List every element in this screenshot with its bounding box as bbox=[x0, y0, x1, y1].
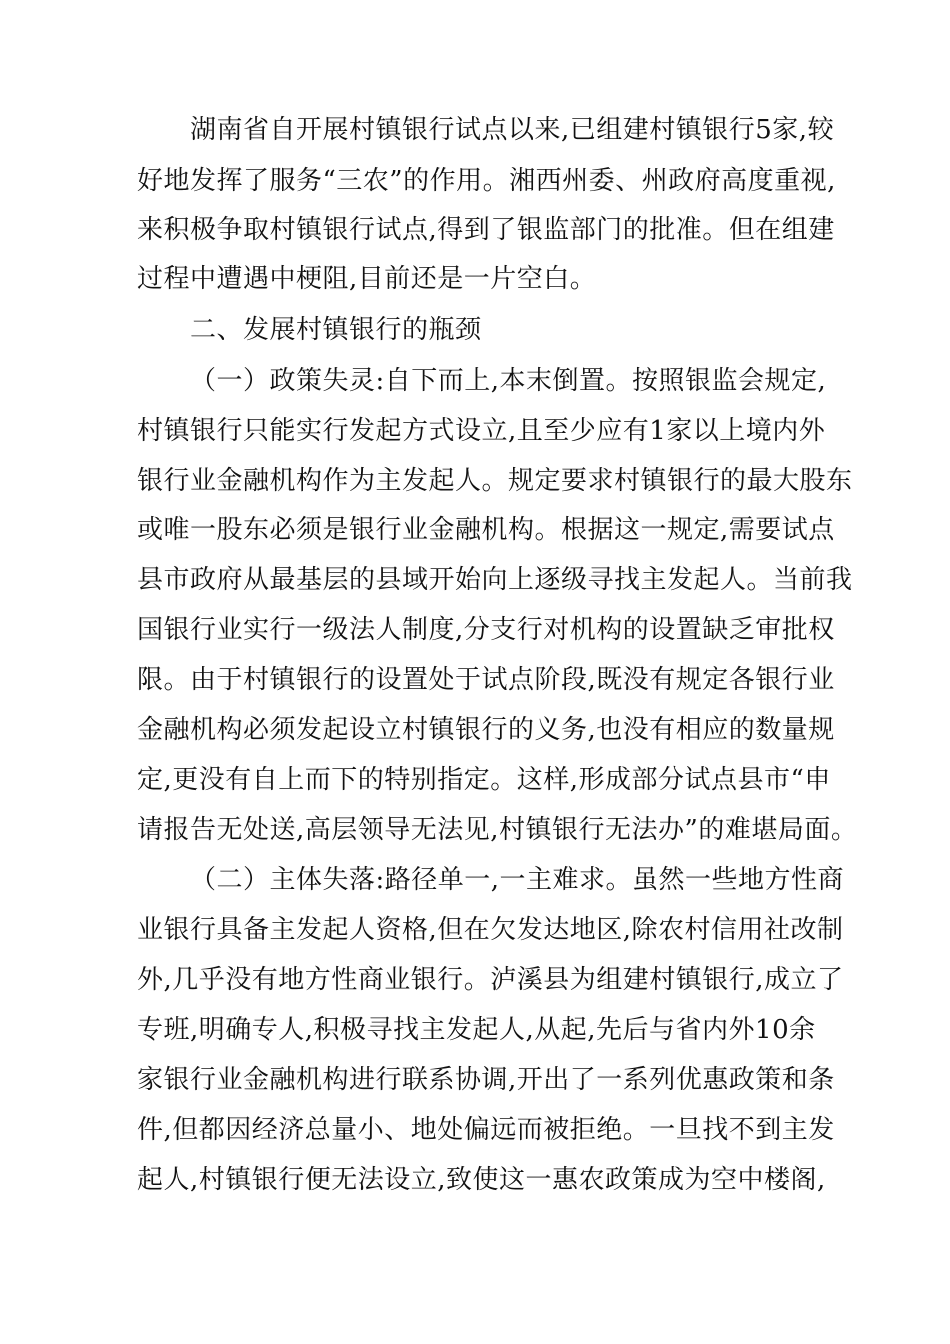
paragraph-line: 业银行具备主发起人资格,但在欠发达地区,除农村信用社改制 bbox=[137, 915, 844, 945]
paragraph-line: 外,几乎没有地方性商业银行。泸溪县为组建村镇银行,成立了 bbox=[137, 965, 844, 995]
paragraph-line: 请报告无处送,高层领导无法见,村镇银行无法办”的难堪局面。 bbox=[137, 815, 858, 845]
paragraph-line: 国银行业实行一级法人制度,分支行对机构的设置缺乏审批权 bbox=[137, 615, 835, 645]
paragraph-line: 或唯一股东必须是银行业金融机构。根据这一规定,需要试点 bbox=[137, 515, 835, 545]
paragraph-line: 来积极争取村镇银行试点,得到了银监部门的批准。但在组建 bbox=[137, 215, 835, 245]
paragraph-line: 家银行业金融机构进行联系协调,开出了一系列优惠政策和条 bbox=[137, 1065, 835, 1095]
paragraph-line: 件,但都因经济总量小、地处偏远而被拒绝。一旦找不到主发 bbox=[137, 1115, 835, 1145]
paragraph-line: 好地发挥了服务“三农”的作用。湘西州委、州政府高度重视, bbox=[137, 166, 836, 196]
paragraph-line: 银行业金融机构作为主发起人。规定要求村镇银行的最大股东 bbox=[137, 466, 853, 496]
paragraph-line: 金融机构必须发起设立村镇银行的义务,也没有相应的数量规 bbox=[137, 715, 835, 745]
paragraph-line: 起人,村镇银行便无法设立,致使这一惠农政策成为空中楼阁, bbox=[137, 1165, 826, 1195]
paragraph-line: 专班,明确专人,积极寻找主发起人,从起,先后与省内外10余 bbox=[137, 1015, 816, 1045]
paragraph-line: （一）政策失灵:自下而上,本末倒置。按照银监会规定, bbox=[190, 366, 827, 396]
paragraph-line: 县市政府从最基层的县域开始向上逐级寻找主发起人。当前我 bbox=[137, 565, 853, 595]
section-heading: 二、发展村镇银行的瓶颈 bbox=[190, 315, 482, 345]
paragraph-line: 过程中遭遇中梗阻,目前还是一片空白。 bbox=[137, 264, 597, 294]
paragraph-line: 湖南省自开展村镇银行试点以来,已组建村镇银行5家,较 bbox=[190, 115, 835, 145]
paragraph-line: 定,更没有自上而下的特别指定。这样,形成部分试点县市“申 bbox=[137, 765, 831, 795]
paragraph-line: （二）主体失落:路径单一,一主难求。虽然一些地方性商 bbox=[190, 865, 845, 895]
paragraph-line: 村镇银行只能实行发起方式设立,且至少应有1家以上境内外 bbox=[137, 416, 826, 446]
paragraph-line: 限。由于村镇银行的设置处于试点阶段,既没有规定各银行业 bbox=[137, 665, 835, 695]
